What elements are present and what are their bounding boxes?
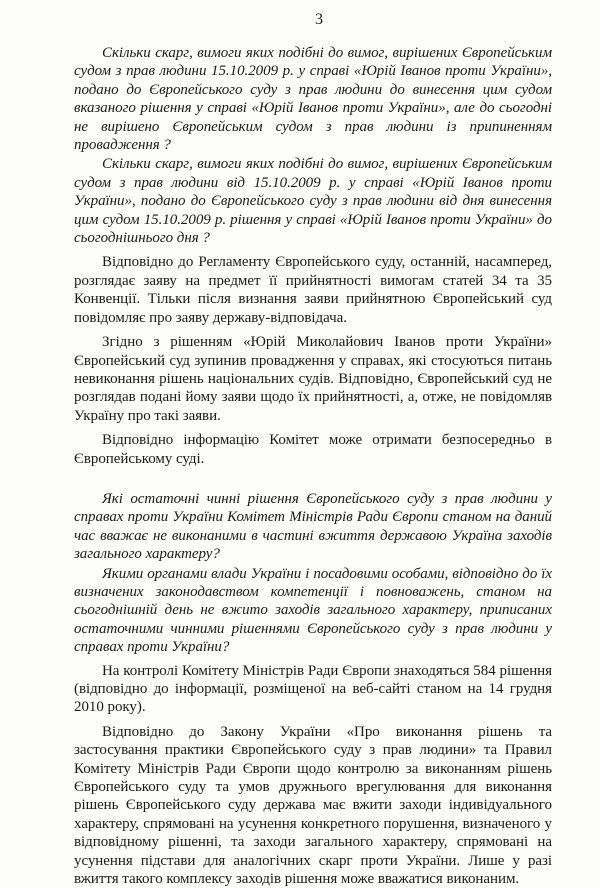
answer-paragraph-4: На контролі Комітету Міністрів Ради Європи знаходяться 584 рішення (відповідно до інформації, розміщеної на веб-сайті станом на 14 грудня 2010 року). xyxy=(74,662,552,716)
question-paragraph-2: Скільки скарг, вимоги яких подібні до вимог, вирішених Європейським судом з прав людини від 15.10.2009 р. у справі «Юрій Іванов проти України», подано до Європейського суду з прав людини від дня винесення цим судом 15.10.2009 р. рішення у справі «Юрій Іванов проти України» до сьогоднішнього дня ? xyxy=(74,156,552,247)
answer-paragraph-2: Згідно з рішенням «Юрій Миколайович Іванов проти України» Європейський суд зупинив провадження у справах, які стосуються питань невиконання рішень національних судів. Відповідно, Європейський суд не розглядав подані йому заяви щодо їх прийнятності, а, отже, не повідомляв Україну про такі заяви. xyxy=(74,334,552,424)
question-paragraph-3: Які остаточні чинні рішення Європейського суду з прав людини у справах проти України Комітет Міністрів Ради Європи станом на даний час вважає не виконаними в частині вжиття державою Україна заходів загального характеру? xyxy=(74,490,552,563)
answer-paragraph-1: Відповідно до Регламенту Європейського суду, останній, насамперед, розглядає заяву на предмет її прийнятності вимогам статей 34 та 35 Конвенції. Тільки після визнання заяви прийнятною Європейський суд повідомляє про заяву державу-відповідача. xyxy=(74,254,552,326)
page-number: 3 xyxy=(315,11,323,28)
question-paragraph-1: Скільки скарг, вимоги яких подібні до вимог, вирішених Європейським судом з прав людини 15.10.2009 р. у справі «Юрій Іванов проти України», подано до Європейського суду з прав людини до винесення цим судом вказаного рішення у справі «Юрій Іванов проти України», але до сьогодні не вирішено Європейським судом з прав людини із припиненням провадження ? xyxy=(74,45,552,154)
answer-paragraph-5: Відповідно до Закону України «Про виконання рішень та застосування практики Європейського суду з прав людини» та Правил Комітету Міністрів Ради Європи щодо контролю за виконанням рішень Європейського суду та умов дружнього врегулювання для виконання рішень Європейського суду держава має вжити заходи індивідуального характеру, спрямовані на усунення конкретного порушення, визначеного у відповідному рішенні, та заходи загального характеру, спрямовані на усунення підстави для аналогічних скарг проти України. Лише у разі вжиття такого комплексу заходів рішення може вважатися виконаним. xyxy=(74,723,552,888)
question-paragraph-4: Якими органами влади України і посадовими особами, відповідно до їх визначених законодавством компетенції і повноважень, станом на сьогоднішній день не вжито заходів загального характеру, приписаних остаточними чинними рішеннями Європейського суду з прав людини у справах проти України? xyxy=(74,565,552,656)
answer-paragraph-3: Відповідно інформацію Комітет може отримати безпосередньо в Європейському суді. xyxy=(74,432,552,467)
